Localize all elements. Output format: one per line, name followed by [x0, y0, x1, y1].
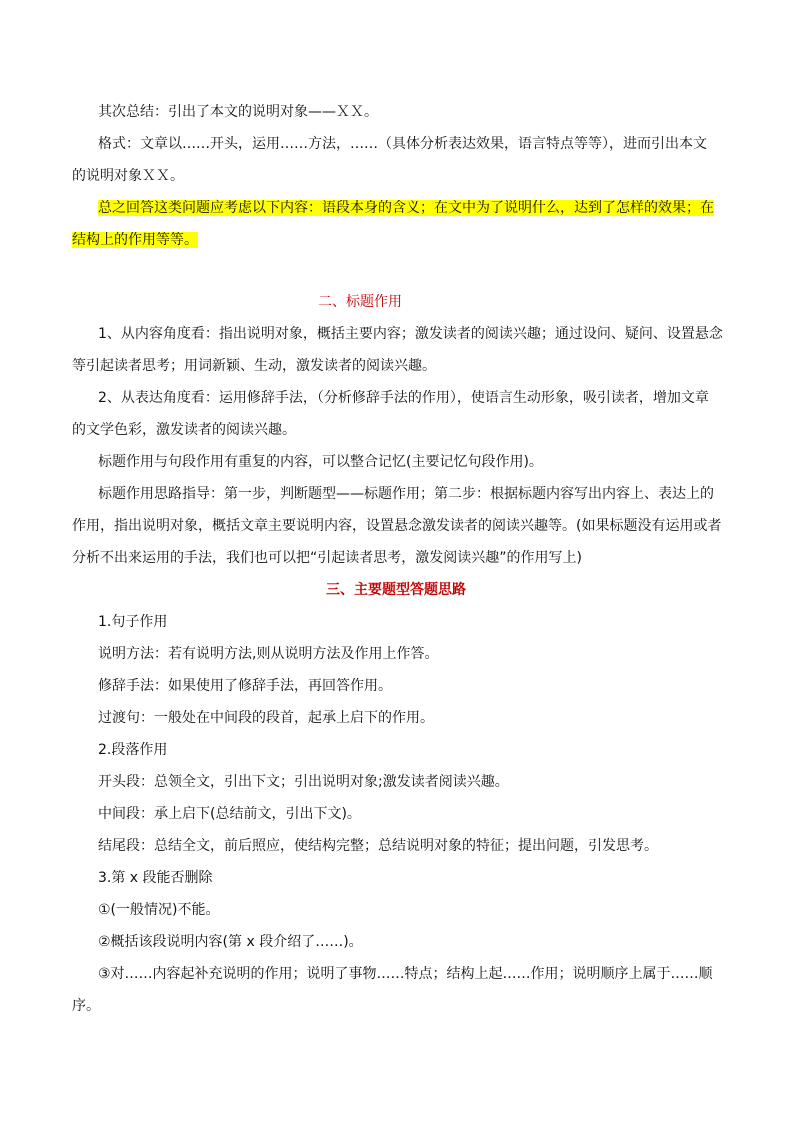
sentence-explanation-method: 说明方法：若有说明方法,则从说明方法及作用上作答。	[98, 646, 439, 662]
title-point-1-line-2: 等引起读者思考；用词新颖、生动，激发读者的阅读兴趣。	[72, 358, 436, 374]
summary-paragraph: 其次总结：引出了本文的说明对象——ＸＸ。	[98, 104, 378, 120]
delete-point-2: ②概括该段说明内容(第 x 段介绍了……)。	[98, 934, 363, 950]
highlighted-conclusion-line-2	[72, 230, 198, 250]
delete-point-3-line-2: 序。	[72, 998, 100, 1014]
title-note: 标题作用与句段作用有重复的内容，可以整合记忆(主要记忆句段作用)。	[98, 454, 543, 470]
paragraph-middle: 中间段：承上启下(总结前文，引出下文)。	[98, 806, 361, 822]
highlighted-conclusion-line-1	[98, 198, 714, 218]
delete-point-3-line-1: ③对……内容起补充说明的作用；说明了事物……特点；结构上起……作用；说明顺序上属于……顺	[98, 966, 713, 982]
title-guide-line-3: 分析不出来运用的手法，我们也可以把“引起读者思考，激发阅读兴趣”的作用写上)	[72, 550, 582, 566]
paragraph-ending: 结尾段：总结全文，前后照应，使结构完整；总结说明对象的特征；提出问题，引发思考。	[98, 838, 658, 854]
section-heading-main-question-types: 三、主要题型答题思路	[326, 582, 466, 598]
subheading-sentence-function: 1.句子作用	[98, 614, 168, 630]
title-point-2-line-1: 2、从表达角度看：运用修辞手法，（分析修辞手法的作用），使语言生动形象，吸引读者，增加文章	[98, 390, 709, 406]
subheading-paragraph-function: 2.段落作用	[98, 742, 168, 758]
format-paragraph-line-1: 格式：文章以……开头，运用……方法，……（具体分析表达效果，语言特点等等），进而引出本文	[98, 136, 707, 152]
title-point-2-line-2: 的文学色彩，激发读者的阅读兴趣。	[72, 422, 296, 438]
title-point-1-line-1: 1、从内容角度看：指出说明对象，概括主要内容；激发读者的阅读兴趣；通过设问、疑问、设置悬念	[98, 326, 723, 342]
sentence-transition: 过渡句：一般处在中间段的段首，起承上启下的作用。	[98, 710, 434, 726]
delete-point-1: ①(一般情况)不能。	[98, 902, 220, 918]
sentence-rhetoric: 修辞手法：如果使用了修辞手法，再回答作用。	[98, 678, 392, 694]
title-guide-line-1: 标题作用思路指导：第一步，判断题型——标题作用；第二步：根据标题内容写出内容上、表达上的	[98, 486, 714, 502]
paragraph-opening: 开头段：总领全文，引出下文；引出说明对象;激发读者阅读兴趣。	[98, 774, 509, 790]
highlight-mark: 总之回答这类问题应考虑以下内容：语段本身的含义；在文中为了说明什么，达到了怎样的效果；在	[98, 200, 714, 216]
section-heading-title-function: 二、标题作用	[318, 294, 402, 310]
highlight-mark: 结构上的作用等等。	[72, 232, 198, 248]
format-paragraph-line-2: 的说明对象ＸＸ。	[72, 168, 184, 184]
title-guide-line-2: 作用，指出说明对象，概括文章主要说明内容，设置悬念激发读者的阅读兴趣等。(如果标题没有运用或者	[72, 518, 722, 534]
subheading-can-delete: 3.第 x 段能否删除	[98, 870, 213, 886]
